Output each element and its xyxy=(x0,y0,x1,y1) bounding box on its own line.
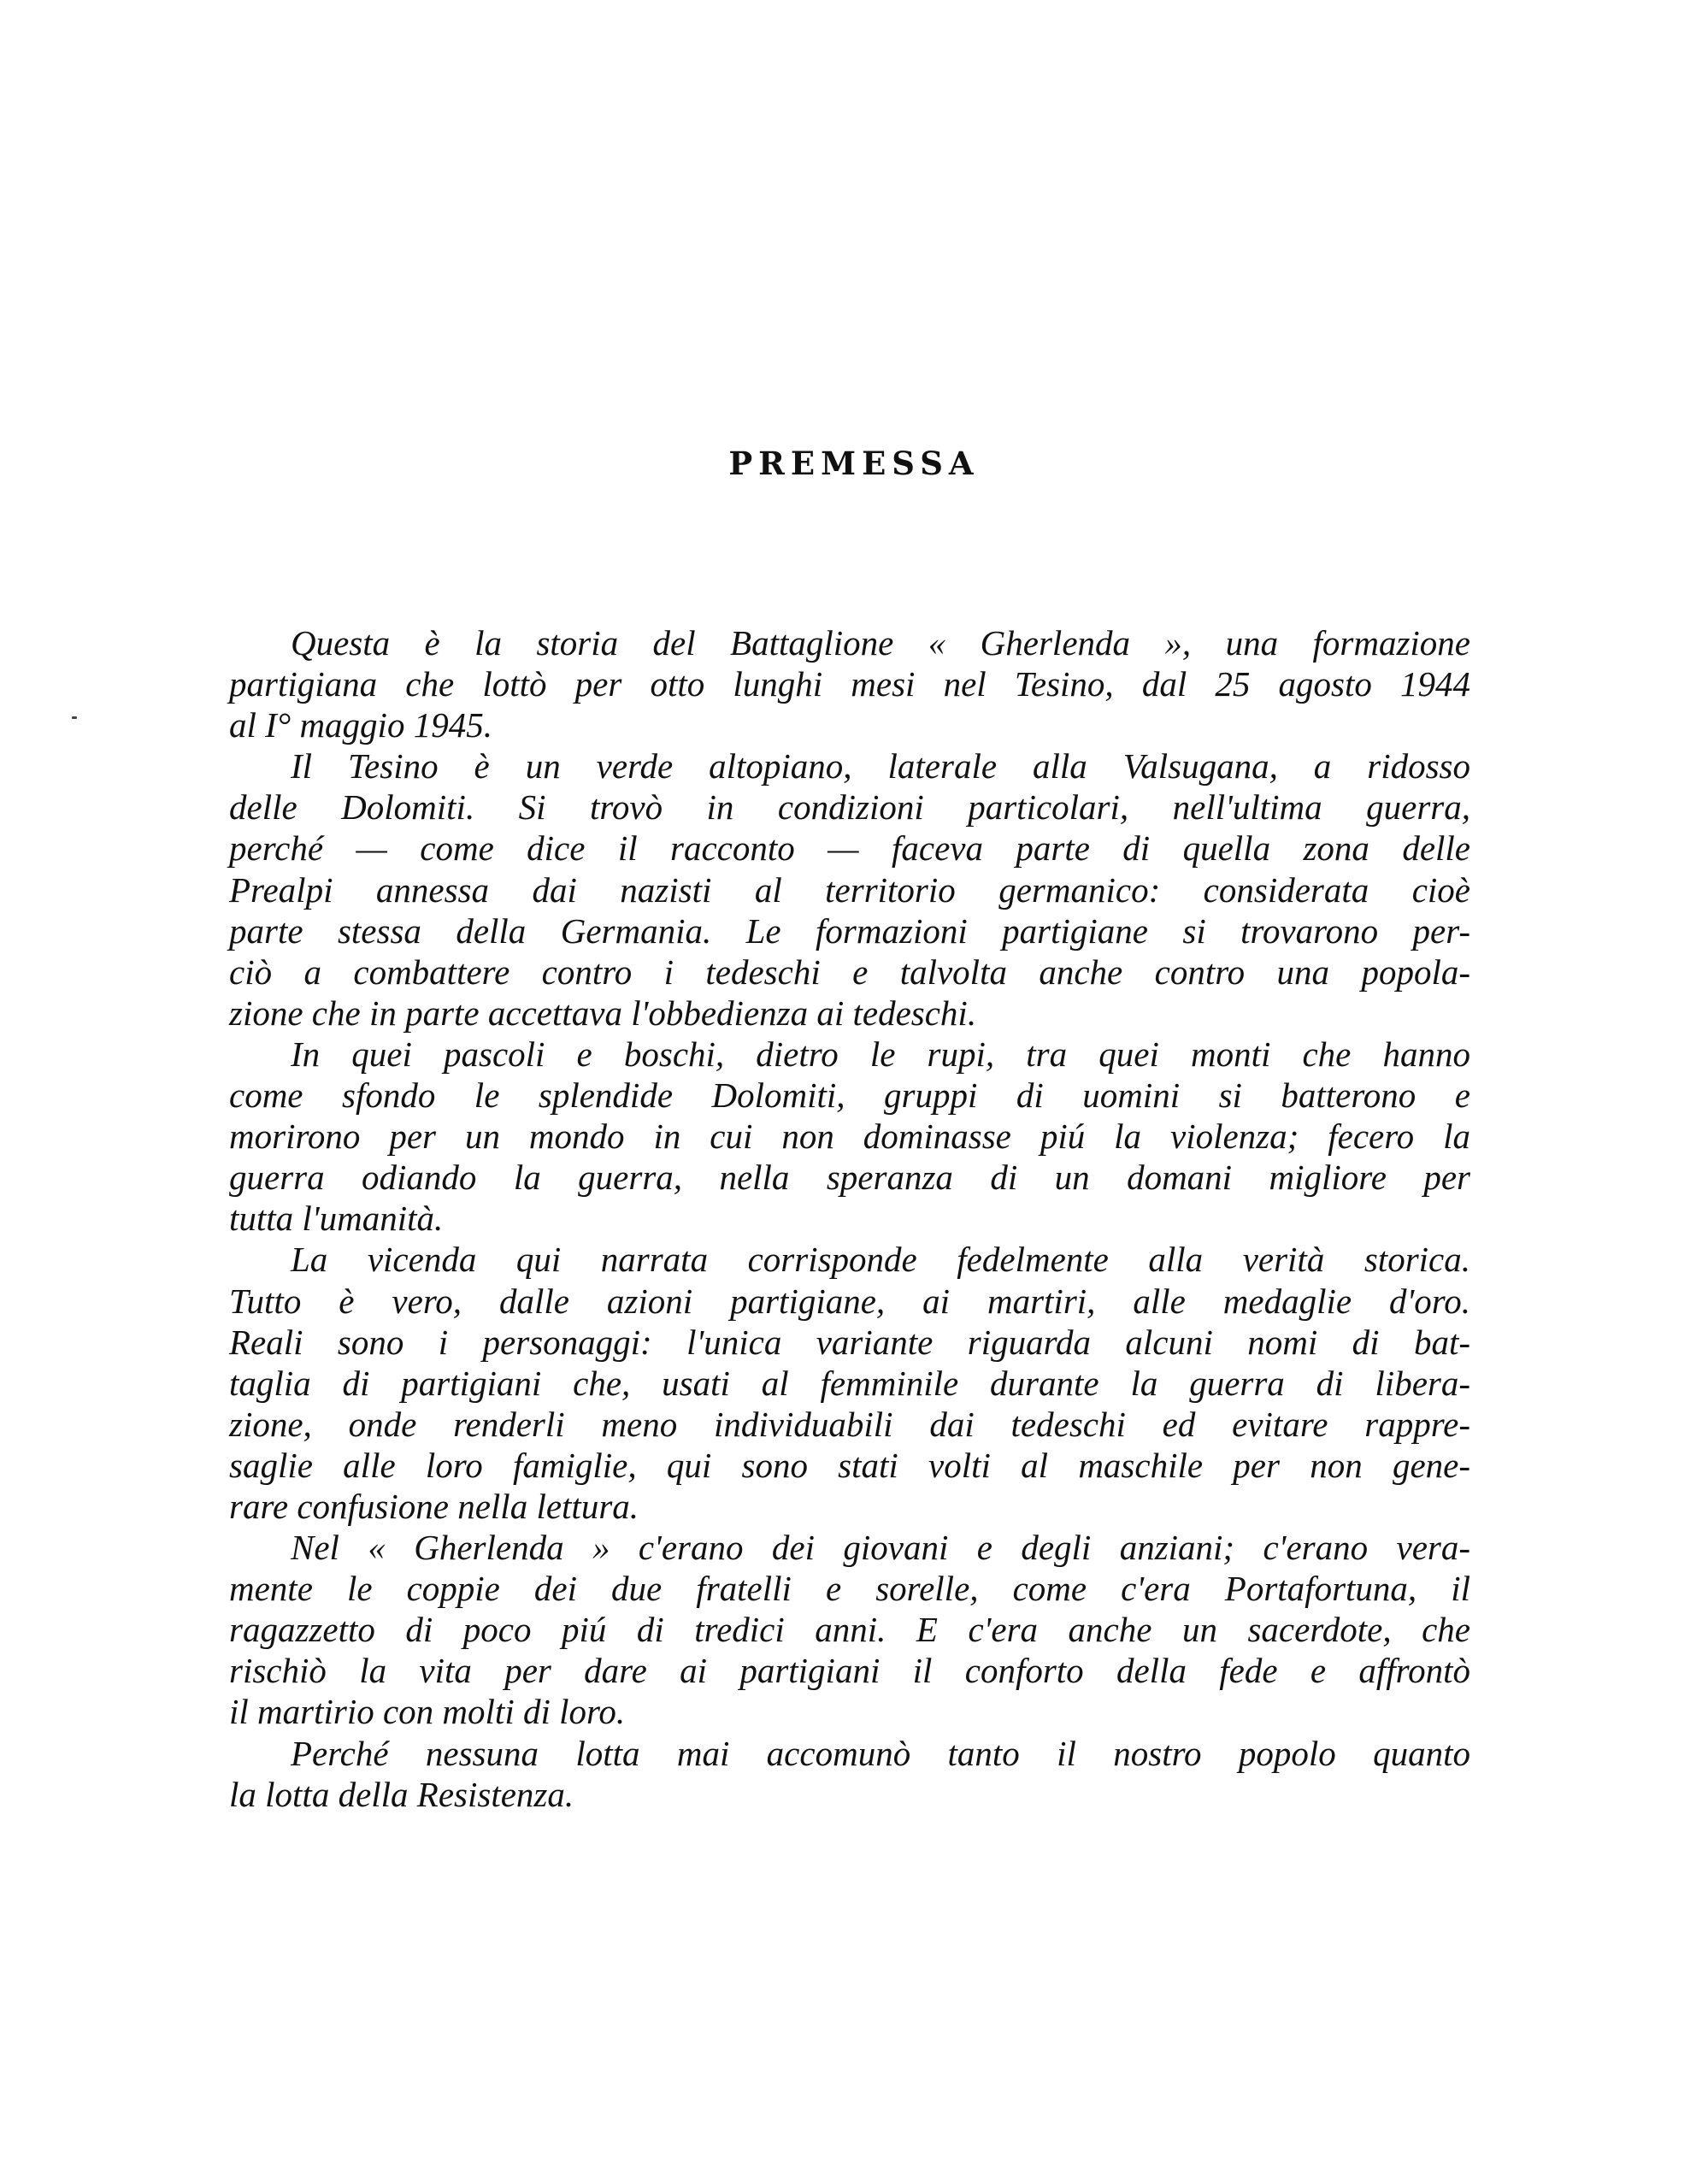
text-line: Il Tesino è un verde altopiano, laterale alla Valsugana, a ridosso xyxy=(291,746,1470,786)
text-line: saglie alle loro famiglie, qui sono stati volti al maschile per non gene- xyxy=(229,1445,1470,1485)
text-line: rare confusione nella lettura. xyxy=(229,1486,639,1526)
text-line: Tutto è vero, dalle azioni partigiane, ai martiri, alle medaglie d'oro. xyxy=(229,1281,1470,1321)
text-line: ragazzetto di poco piú di tredici anni. E c'era anche un sacerdote, che xyxy=(229,1610,1470,1650)
text-line: Prealpi annessa dai nazisti al territorio germanico: considerata cioè xyxy=(229,869,1470,910)
text-line: zione, onde renderli meno individuabili dai tedeschi ed evitare rappre- xyxy=(229,1404,1470,1444)
text-line: Reali sono i personaggi: l'unica variante riguarda alcuni nomi di bat- xyxy=(229,1322,1470,1362)
text-line: la lotta della Resistenza. xyxy=(229,1774,574,1814)
text-line: zione che in parte accettava l'obbedienza ai tedeschi. xyxy=(229,993,977,1033)
text-line: perché — come dice il racconto — faceva parte di quella zona delle xyxy=(229,828,1470,869)
text-line: La vicenda qui narrata corrisponde fedelmente alla verità storica. xyxy=(291,1240,1470,1280)
page-title: PREMESSA xyxy=(728,445,980,482)
text-line: come sfondo le splendide Dolomiti, gruppi di uomini si batterono e xyxy=(229,1075,1470,1116)
text-line: Questa è la storia del Battaglione « Gherlenda », una formazione xyxy=(291,623,1470,663)
text-line: ciò a combattere contro i tedeschi e talvolta anche contro una popola- xyxy=(229,951,1470,992)
text-line: il martirio con molti di loro. xyxy=(229,1692,626,1732)
text-line: parte stessa della Germania. Le formazioni partigiane si trovarono per- xyxy=(229,910,1470,951)
text-line: Nel « Gherlenda » c'erano dei giovani e degli anziani; c'erano vera- xyxy=(291,1528,1470,1568)
premessa-text xyxy=(229,622,1470,1815)
text-line: rischiò la vita per dare ai partigiani il conforto della fede e affrontò xyxy=(229,1651,1470,1691)
scan-speck xyxy=(72,716,77,719)
text-line: al I° maggio 1945. xyxy=(229,705,492,745)
text-line: delle Dolomiti. Si trovò in condizioni particolari, nell'ultima guerra, xyxy=(229,787,1470,828)
text-line: taglia di partigiani che, usati al femminile durante la guerra di libera- xyxy=(229,1363,1470,1403)
text-line: mente le coppie dei due fratelli e sorelle, come c'era Portafortuna, il xyxy=(229,1569,1470,1609)
text-line: Perché nessuna lotta mai accomunò tanto il nostro popolo quanto xyxy=(291,1733,1470,1773)
text-line: partigiana che lottò per otto lunghi mesi nel Tesino, dal 25 agosto 1944 xyxy=(229,664,1470,704)
text-line: guerra odiando la guerra, nella speranza di un domani migliore per xyxy=(229,1158,1470,1198)
text-line: tutta l'umanità. xyxy=(229,1199,444,1239)
text-line: In quei pascoli e boschi, dietro le rupi, tra quei monti che hanno xyxy=(291,1034,1470,1074)
text-line: morirono per un mondo in cui non dominasse piú la violenza; fecero la xyxy=(229,1116,1470,1157)
